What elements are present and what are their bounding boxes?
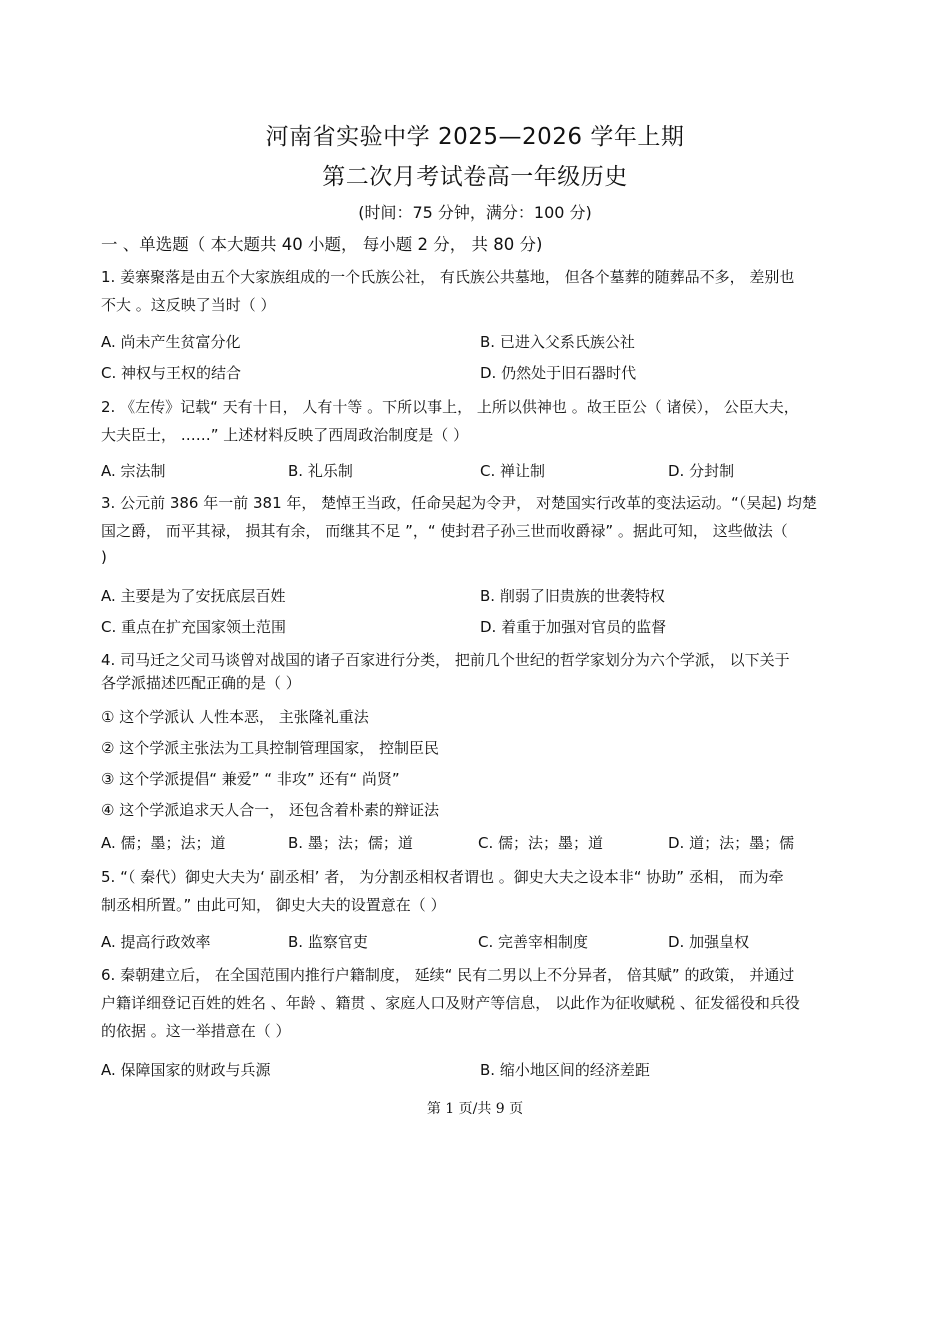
option-c[interactable]: C. 儒；法；墨；道: [478, 834, 604, 852]
question-text: 国之爵， 而平其禄， 损其有余， 而继其不足 ”，“ 使封君子孙三世而收爵禄” 。据此可知， 这些做法（: [101, 522, 788, 540]
exam-title-line2: 第二次月考试卷高一年级历史: [322, 164, 628, 190]
option-c[interactable]: C. 重点在扩充国家领土范围: [101, 618, 287, 636]
option-d[interactable]: D. 加强皇权: [668, 933, 750, 951]
question-text: 6. 秦朝建立后， 在全国范围内推行户籍制度， 延续“ 民有二男以上不分异者， 倍其赋” 的政策， 并通过: [101, 966, 795, 984]
option-b[interactable]: B. 墨；法；儒；道: [288, 834, 413, 852]
question-text: 不大 。这反映了当时（ ）: [101, 296, 276, 314]
option-d[interactable]: D. 道；法；墨；儒: [668, 834, 795, 852]
question-text: 各学派描述匹配正确的是（ ）: [101, 674, 301, 692]
page-number: 第 1 页/共 9 页: [426, 1101, 524, 1117]
statement-2: ② 这个学派主张法为工具控制管理国家， 控制臣民: [101, 739, 439, 757]
statement-4: ④ 这个学派追求天人合一， 还包含着朴素的辩证法: [101, 801, 439, 819]
exam-meta: (时间：75 分钟，满分：100 分): [358, 203, 592, 222]
option-b[interactable]: B. 礼乐制: [288, 462, 353, 480]
section-heading: 一 、单选题（ 本大题共 40 小题， 每小题 2 分， 共 80 分): [101, 235, 543, 254]
statement-3: ③ 这个学派提倡“ 兼爱” “ 非攻” 还有“ 尚贤”: [101, 770, 400, 788]
option-d[interactable]: D. 分封制: [668, 462, 735, 480]
exam-title-line1: 河南省实验中学 2025—2026 学年上期: [265, 124, 685, 150]
question-text: 4. 司马迁之父司马谈曾对战国的诸子百家进行分类， 把前几个世纪的哲学家划分为六个学派， 以下关于: [101, 651, 790, 669]
option-a[interactable]: A. 尚未产生贫富分化: [101, 333, 241, 351]
question-text: 1. 姜寨聚落是由五个大家族组成的一个氏族公社， 有氏族公共墓地， 但各个墓葬的随葬品不多， 差别也: [101, 268, 795, 286]
option-b[interactable]: B. 缩小地区间的经济差距: [480, 1061, 650, 1079]
option-a[interactable]: A. 提高行政效率: [101, 933, 211, 951]
option-c[interactable]: C. 禅让制: [480, 462, 546, 480]
option-d[interactable]: D. 着重于加强对官员的监督: [480, 618, 667, 636]
option-c[interactable]: C. 神权与王权的结合: [101, 364, 242, 382]
option-b[interactable]: B. 监察官吏: [288, 933, 368, 951]
option-b[interactable]: B. 削弱了旧贵族的世袭特权: [480, 587, 665, 605]
question-text: 户籍详细登记百姓的姓名 、年龄 、籍贯 、家庭人口及财产等信息， 以此作为征收赋税 、征发徭役和兵役: [101, 994, 800, 1012]
option-c[interactable]: C. 完善宰相制度: [478, 933, 589, 951]
option-a[interactable]: A. 保障国家的财政与兵源: [101, 1061, 271, 1079]
question-text: 5. “（ 秦代）御史大夫为‘ 副丞相’ 者， 为分割丞相权者谓也 。御史大夫之设本非“ 协助” 丞相， 而为牵: [101, 868, 784, 886]
question-text: 3. 公元前 386 年一前 381 年， 楚悼王当政，任命吴起为令尹， 对楚国实行改革的变法运动。“（吴起) 均楚: [101, 494, 817, 512]
question-text: 2. 《左传》记载“ 天有十日， 人有十等 。下所以事上， 上所以供神也 。故王臣公（ 诸侯）， 公臣大夫，: [101, 398, 799, 416]
question-text: 大夫臣士， ……” 上述材料反映了西周政治制度是（ ）: [101, 426, 469, 444]
option-a[interactable]: A. 主要是为了安抚底层百姓: [101, 587, 286, 605]
statement-1: ① 这个学派认 人性本恶， 主张隆礼重法: [101, 708, 369, 726]
option-d[interactable]: D. 仍然处于旧石器时代: [480, 364, 637, 382]
option-a[interactable]: A. 宗法制: [101, 462, 166, 480]
question-text: ): [101, 548, 107, 566]
question-text: 的依据 。这一举措意在（ ）: [101, 1022, 291, 1040]
option-a[interactable]: A. 儒；墨；法；道: [101, 834, 226, 852]
question-text: 制丞相所置。” 由此可知， 御史大夫的设置意在（ ）: [101, 896, 446, 914]
option-b[interactable]: B. 已进入父系氏族公社: [480, 333, 635, 351]
